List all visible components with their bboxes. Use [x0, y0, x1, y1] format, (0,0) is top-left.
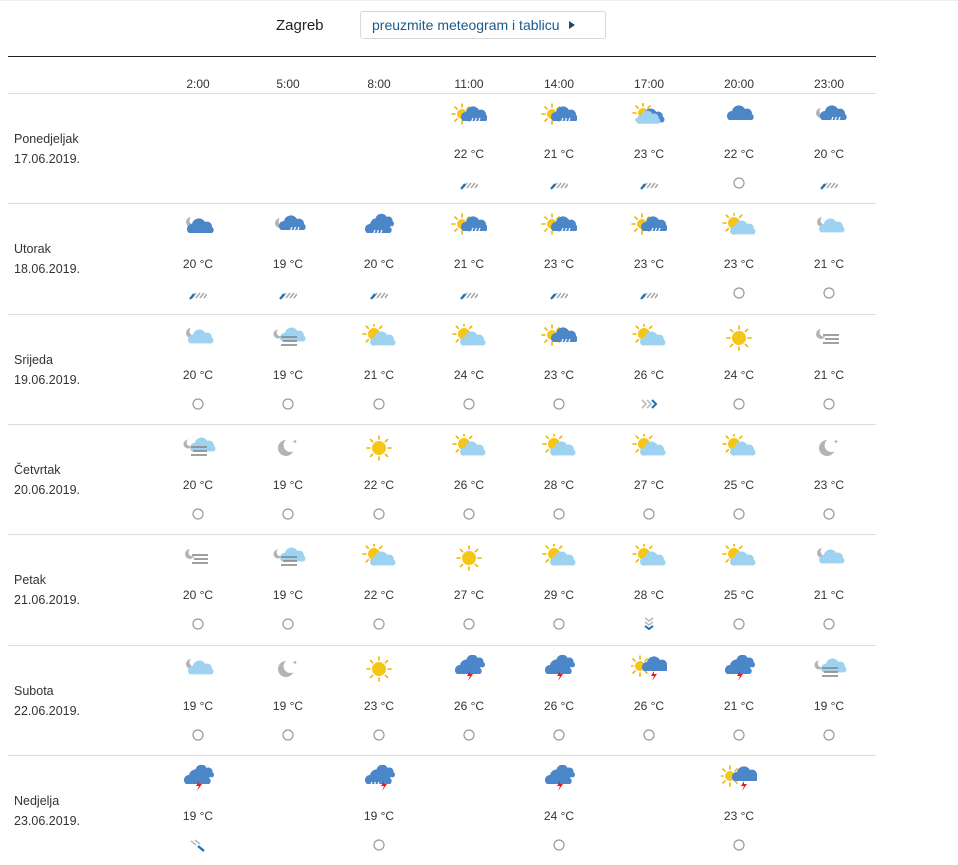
day-name: Utorak	[14, 242, 51, 256]
calm-icon	[370, 617, 388, 631]
hour-header: 2:00	[186, 77, 210, 91]
moon-fog-cloud-icon	[270, 324, 306, 352]
sun-light-cloud-icon	[721, 213, 757, 241]
temperature: 21 °C	[453, 257, 485, 271]
temperature: 22 °C	[723, 147, 755, 161]
moon-light-cloud-icon	[180, 655, 216, 683]
forecast-cell	[524, 103, 594, 203]
temperature: 24 °C	[453, 368, 485, 382]
wind-sw-icon	[189, 286, 207, 300]
calm-icon	[370, 838, 388, 852]
forecast-cell	[794, 213, 864, 313]
calm-icon	[550, 507, 568, 521]
temperature: 20 °C	[182, 478, 214, 492]
calm-icon	[550, 617, 568, 631]
forecast-cell	[704, 434, 774, 534]
moon-cloud-shower-icon	[270, 213, 306, 241]
sun-cloud-shower-icon	[451, 213, 487, 241]
sun-light-cloud-icon	[541, 434, 577, 462]
forecast-cell	[524, 434, 594, 534]
forecast-cell	[524, 655, 594, 755]
temperature: 26 °C	[453, 478, 485, 492]
hour-header: 20:00	[723, 77, 755, 91]
calm-icon	[189, 728, 207, 742]
sun-light-cloud-icon	[361, 324, 397, 352]
day-date: 19.06.2019.	[14, 373, 81, 387]
temperature: 26 °C	[633, 368, 665, 382]
calm-icon	[370, 397, 388, 411]
sun-icon	[451, 544, 487, 572]
temperature: 19 °C	[272, 478, 304, 492]
temperature: 29 °C	[543, 588, 575, 602]
temperature: 21 °C	[363, 368, 395, 382]
forecast-cell	[524, 544, 594, 644]
sun-cloud-icon	[631, 103, 667, 131]
download-meteogram-button[interactable]	[360, 11, 606, 39]
moon-stars-icon	[811, 434, 847, 462]
cloud-icon	[721, 103, 757, 131]
day-date: 17.06.2019.	[14, 152, 81, 166]
day-name: Nedjelja	[14, 794, 60, 808]
day-name: Ponedjeljak	[14, 132, 79, 146]
svg-text:✦: ✦	[292, 659, 298, 667]
forecast-cell	[614, 324, 684, 424]
day-label	[14, 350, 80, 390]
temperature: 24 °C	[543, 809, 575, 823]
wind-s-icon	[640, 617, 658, 631]
forecast-cell	[344, 434, 414, 534]
temperature: 21 °C	[813, 257, 845, 271]
forecast-cell	[344, 213, 414, 313]
svg-text:✦: ✦	[833, 438, 839, 446]
moon-fog-icon	[811, 324, 847, 352]
top-border	[0, 0, 958, 1]
temperature: 22 °C	[363, 588, 395, 602]
sun-thunderstorm-icon	[631, 655, 667, 683]
calm-icon	[460, 397, 478, 411]
moon-light-cloud-icon	[811, 213, 847, 241]
moon-light-cloud-icon	[180, 324, 216, 352]
forecast-cell	[163, 324, 233, 424]
calm-icon	[550, 838, 568, 852]
day-date: 18.06.2019.	[14, 262, 81, 276]
wind-sw-icon	[640, 176, 658, 190]
forecast-cell	[524, 765, 594, 865]
row-divider	[8, 645, 876, 646]
temperature: 22 °C	[363, 478, 395, 492]
sun-icon	[361, 655, 397, 683]
temperature: 27 °C	[453, 588, 485, 602]
temperature: 28 °C	[543, 478, 575, 492]
temperature: 19 °C	[182, 809, 214, 823]
calm-icon	[730, 507, 748, 521]
temperature: 23 °C	[543, 257, 575, 271]
calm-icon	[640, 728, 658, 742]
forecast-cell	[794, 324, 864, 424]
forecast-cell	[253, 655, 323, 755]
row-divider	[8, 755, 876, 756]
forecast-cell	[163, 213, 233, 313]
calm-icon	[820, 397, 838, 411]
thunderstorm-icon	[541, 655, 577, 683]
thunderstorm-icon	[721, 655, 757, 683]
sun-thunderstorm-icon	[721, 765, 757, 793]
thunderstorm-icon	[180, 765, 216, 793]
calm-icon	[730, 838, 748, 852]
calm-icon	[460, 507, 478, 521]
temperature: 23 °C	[723, 257, 755, 271]
row-divider	[8, 93, 876, 94]
forecast-cell	[163, 544, 233, 644]
calm-icon	[370, 728, 388, 742]
forecast-cell	[614, 213, 684, 313]
temperature: 26 °C	[453, 699, 485, 713]
thunderstorm-icon	[451, 655, 487, 683]
forecast-cell	[434, 434, 504, 534]
forecast-cell	[704, 103, 774, 203]
forecast-cell	[704, 213, 774, 313]
forecast-cell	[344, 765, 414, 865]
sun-cloud-shower-icon	[541, 324, 577, 352]
sun-icon	[361, 434, 397, 462]
calm-icon	[640, 507, 658, 521]
sun-icon	[721, 324, 757, 352]
forecast-cell	[704, 324, 774, 424]
hour-header: 11:00	[454, 77, 484, 91]
svg-text:✦: ✦	[292, 438, 298, 446]
forecast-cell	[163, 655, 233, 755]
thunderstorm-rain-icon	[361, 765, 397, 793]
day-date: 22.06.2019.	[14, 704, 81, 718]
caret-right-icon	[569, 21, 575, 29]
day-label	[14, 681, 80, 721]
calm-icon	[189, 397, 207, 411]
temperature: 22 °C	[453, 147, 485, 161]
moon-fog-cloud-icon	[180, 434, 216, 462]
temperature: 19 °C	[272, 699, 304, 713]
temperature: 21 °C	[813, 588, 845, 602]
day-label	[14, 129, 80, 169]
wind-e-icon	[640, 397, 658, 411]
day-label	[14, 239, 80, 279]
calm-icon	[730, 617, 748, 631]
hour-header: 23:00	[813, 77, 845, 91]
forecast-cell	[434, 544, 504, 644]
sun-light-cloud-icon	[361, 544, 397, 572]
calm-icon	[820, 617, 838, 631]
moon-stars-icon	[270, 434, 306, 462]
forecast-cell	[163, 765, 233, 865]
day-name: Četvrtak	[14, 463, 61, 477]
hour-header: 17:00	[633, 77, 665, 91]
temperature: 23 °C	[633, 257, 665, 271]
forecast-cell	[794, 655, 864, 755]
forecast-cell	[614, 544, 684, 644]
sun-light-cloud-icon	[631, 434, 667, 462]
forecast-cell	[704, 544, 774, 644]
wind-sw-icon	[460, 176, 478, 190]
day-label	[14, 460, 80, 500]
wind-sw-icon	[279, 286, 297, 300]
calm-icon	[730, 286, 748, 300]
temperature: 25 °C	[723, 588, 755, 602]
day-name: Srijeda	[14, 353, 53, 367]
calm-icon	[279, 507, 297, 521]
temperature: 19 °C	[272, 588, 304, 602]
forecast-cell	[704, 655, 774, 755]
temperature: 20 °C	[182, 257, 214, 271]
forecast-cell	[524, 213, 594, 313]
temperature: 26 °C	[633, 699, 665, 713]
temperature: 26 °C	[543, 699, 575, 713]
wind-sw-icon	[550, 286, 568, 300]
forecast-cell	[434, 655, 504, 755]
hour-header: 5:00	[276, 77, 300, 91]
temperature: 23 °C	[363, 699, 395, 713]
moon-light-cloud-icon	[811, 544, 847, 572]
forecast-cell	[434, 324, 504, 424]
temperature: 21 °C	[543, 147, 575, 161]
calm-icon	[730, 728, 748, 742]
row-divider	[8, 534, 876, 535]
hour-header: 14:00	[543, 77, 575, 91]
moon-fog-cloud-icon	[270, 544, 306, 572]
forecast-cell	[163, 434, 233, 534]
forecast-cell	[253, 213, 323, 313]
day-label	[14, 570, 80, 610]
calm-icon	[730, 176, 748, 190]
temperature: 21 °C	[813, 368, 845, 382]
forecast-cell	[344, 544, 414, 644]
sun-light-cloud-icon	[631, 324, 667, 352]
sun-light-cloud-icon	[721, 434, 757, 462]
calm-icon	[550, 397, 568, 411]
temperature: 21 °C	[723, 699, 755, 713]
sun-cloud-shower-icon	[451, 103, 487, 131]
forecast-cell	[794, 103, 864, 203]
temperature: 19 °C	[272, 257, 304, 271]
forecast-cell	[614, 655, 684, 755]
city-name: Zagreb	[276, 17, 324, 34]
temperature: 19 °C	[363, 809, 395, 823]
day-name: Subota	[14, 684, 54, 698]
forecast-cell	[524, 324, 594, 424]
wind-se-icon	[189, 838, 207, 852]
sun-light-cloud-icon	[451, 324, 487, 352]
calm-icon	[189, 507, 207, 521]
temperature: 24 °C	[723, 368, 755, 382]
temperature: 20 °C	[182, 368, 214, 382]
hour-header: 8:00	[367, 77, 391, 91]
moon-cloud-shower-icon	[811, 103, 847, 131]
temperature: 20 °C	[813, 147, 845, 161]
calm-icon	[820, 507, 838, 521]
wind-sw-icon	[640, 286, 658, 300]
sun-light-cloud-icon	[721, 544, 757, 572]
sun-light-cloud-icon	[541, 544, 577, 572]
forecast-cell	[344, 655, 414, 755]
day-date: 21.06.2019.	[14, 593, 81, 607]
wind-sw-icon	[820, 176, 838, 190]
temperature: 27 °C	[633, 478, 665, 492]
temperature: 19 °C	[813, 699, 845, 713]
temperature: 20 °C	[182, 588, 214, 602]
calm-icon	[820, 728, 838, 742]
calm-icon	[730, 397, 748, 411]
temperature: 23 °C	[723, 809, 755, 823]
calm-icon	[279, 728, 297, 742]
day-date: 20.06.2019.	[14, 483, 81, 497]
header-divider	[8, 56, 876, 57]
moon-stars-icon	[270, 655, 306, 683]
temperature: 19 °C	[272, 368, 304, 382]
sun-cloud-shower-icon	[541, 103, 577, 131]
temperature: 23 °C	[543, 368, 575, 382]
day-name: Petak	[14, 573, 46, 587]
moon-fog-icon	[180, 544, 216, 572]
calm-icon	[460, 728, 478, 742]
sun-cloud-shower-icon	[631, 213, 667, 241]
calm-icon	[279, 617, 297, 631]
calm-icon	[550, 728, 568, 742]
sun-cloud-shower-icon	[541, 213, 577, 241]
calm-icon	[370, 507, 388, 521]
calm-icon	[279, 397, 297, 411]
forecast-cell	[794, 434, 864, 534]
calm-icon	[189, 617, 207, 631]
row-divider	[8, 424, 876, 425]
day-date: 23.06.2019.	[14, 814, 81, 828]
forecast-cell	[614, 434, 684, 534]
temperature: 20 °C	[363, 257, 395, 271]
forecast-cell	[434, 103, 504, 203]
temperature: 25 °C	[723, 478, 755, 492]
forecast-cell	[253, 324, 323, 424]
forecast-cell	[794, 544, 864, 644]
moon-cloud-icon	[180, 213, 216, 241]
row-divider	[8, 203, 876, 204]
temperature: 19 °C	[182, 699, 214, 713]
thunderstorm-icon	[541, 765, 577, 793]
temperature: 23 °C	[633, 147, 665, 161]
forecast-cell	[704, 765, 774, 865]
forecast-cell	[344, 324, 414, 424]
wind-sw-icon	[460, 286, 478, 300]
sun-light-cloud-icon	[631, 544, 667, 572]
sun-light-cloud-icon	[451, 434, 487, 462]
temperature: 23 °C	[813, 478, 845, 492]
download-meteogram-label: preuzmite meteogram i tablicu	[372, 17, 560, 33]
cloud-shower-icon	[361, 213, 397, 241]
row-divider	[8, 314, 876, 315]
temperature: 28 °C	[633, 588, 665, 602]
forecast-cell	[614, 103, 684, 203]
wind-sw-icon	[370, 286, 388, 300]
forecast-cell	[434, 213, 504, 313]
calm-icon	[820, 286, 838, 300]
calm-icon	[460, 617, 478, 631]
forecast-cell	[253, 544, 323, 644]
forecast-cell	[253, 434, 323, 534]
wind-sw-icon	[550, 176, 568, 190]
day-label	[14, 791, 80, 831]
moon-fog-cloud-icon	[811, 655, 847, 683]
